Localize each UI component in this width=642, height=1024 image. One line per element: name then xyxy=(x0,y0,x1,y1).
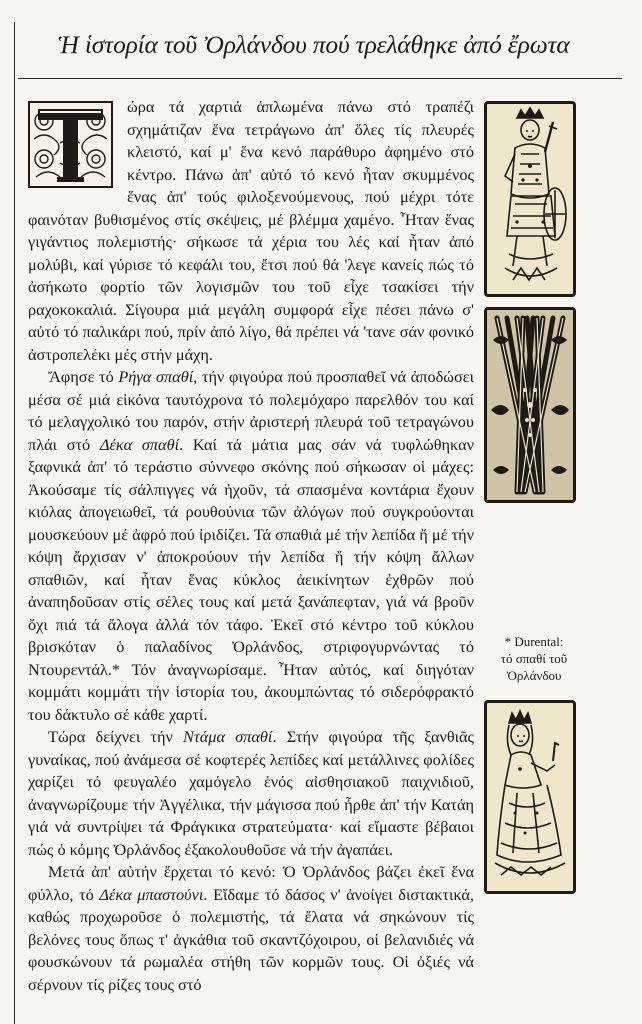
paragraph-2-text-c: . Καί τά μάτια μας σάν νά τυφλώθηκαν ξαφνικά ἀπ' τό τεράστιο σύννεφο σκόνης πού σήκωσαν οἱ μάχες: Ἀκούσαμε τίς σάλπιγγες νά ἠχοῦν, τά σπασμένα κοντάρια ἔχουν κιόλας ἀπογειωθεῖ, τά ρουθούνια τῶν ἀλόγων πού συγκρούονται μουσκεύουν μέ ἀφρό πού ἰριδίζει. Τά σπαθιά μέ τήν λεπίδα ἤ μέ τήν κόψη ἄρχισαν ν' ἀποκρούουν τήν λεπίδα ἤ τήν κόψη ἄλλων σπαθιῶν, καί ἦταν ἕνας κύκλος ἀεικίνητων ἐχθρῶν πού ἀναπηδοῦσαν στίς σέλες τους καί μετά ξανάπεφταν, γιά νά βροῦν ὄχι πιά τά ἄλογα ἀλλά τόν τάφο. Ἐκεῖ στό κέντρο τοῦ κύκλου βρισκόταν ὁ παλαδίνος Ὀρλάνδος, στριφογυρνώντας τό Ντουρεντάλ.* Τόν ἀναγνωρίσαμε. Ἦταν αὐτός, καί διηγόταν κομμάτι κομμάτι τήν ἱστορία του, ἀκουμπώντας τό σιδερόφρακτό του δάκτυλο σέ κάθε χαρτί. xyxy=(28,434,474,724)
tarot-card-queen-of-swords xyxy=(484,700,576,894)
paragraph-1 xyxy=(28,96,474,366)
running-title: Ἡ ἱστορία τοῦ Ὀρλάνδου πού τρελάθηκε ἀπό ἔρωτα xyxy=(58,30,570,59)
card-name-ten-of-swords: Δέκα σπαθί xyxy=(99,434,180,454)
dropcap-ornament xyxy=(28,101,113,188)
footnote xyxy=(478,633,590,684)
queen-figure-illustration xyxy=(487,703,573,891)
paragraph-2 xyxy=(28,366,474,726)
king-figure-illustration xyxy=(487,104,573,294)
paragraph-3-text-a: Τώρα δείχνει τήν xyxy=(48,727,184,746)
paragraph-3 xyxy=(28,726,474,861)
paragraph-1-text: ώρα τά χαρτιά ἁπλωμένα πάνω στό τραπέζι σχημάτιζαν ἕνα τετράγωνο ἀπ' ὅλες τίς πλευρές κλειστό, καί μ' ἕνα κενό παράθυρο ἀφημένο στό κέντρο. Πάνω ἀπ' αὐτό τό κενό ἦταν σκυμμένος ἕνας ἀπ' τούς φιλοξενούμενους, πού μέχρι τότε φαινόταν βυθισμένος στίς σκέψεις, μέ βλέμμα χαμένο. Ἦταν ἕνας γιγάντιος πολεμιστής· σήκωσε τά χέρια του λές καί ἦταν ἀπό μολύβι, καί γύρισε τό κεφάλι του, ἔτσι πού θά 'λεγε κανείς πώς τό ἀσήκωτο φορτίο τῶν λογισμῶν του τοῦ εἶχε τσακίσει τήν ραχοκοκαλιά. Σίγουρα μιά μεγάλη συμφορά εἶχε πέσει πάνω σ' αὐτό τό παλικάρι πού, πρίν ἀπό λίγο, θά πρέπει νά 'τανε σάν φονικό ἀστροπελέκι μές στήν μάχη. xyxy=(28,97,474,364)
card-name-queen-of-swords: Ντάμα σπαθί xyxy=(183,727,273,746)
paragraph-4-text-a: Μετά ἀπ' αὐτήν ἔρχεται τό κενό: Ὁ Ὀρλάνδος βάζει ἐκεῖ ἕνα φύλλο, τό xyxy=(28,862,474,904)
footnote-line-2: τό σπαθί τοῦ xyxy=(500,651,568,666)
footnote-line-1: * Durental: xyxy=(504,634,564,649)
card-name-king-of-swords: Ρήγα σπαθί xyxy=(118,367,194,386)
paragraph-3-text-b: . Στήν φιγούρα τῆς ξανθιᾶς γυναίκας, πού ἀνάμεσα σέ κοφτερές λεπίδες καί μετάλλινες φολίδες χαρίζει τό φευγαλέο χαμόγελο ἑνός αἰσθησιακοῦ παιχνιδιοῦ, ἀναγνωρίζουμε τήν Ἀγγέλικα, τήν μάγισσα πού ἦρθε ἀπ' τήν Κατάη γιά νά συντρίψει τά Φράγκικα στρατεύματα· καί εἴμαστε βέβαιοι πώς ὁ κόμης Ὀρλάνδος ἐξακολουθοῦσε νά τήν ἀγαπάει. xyxy=(28,727,474,859)
body-text xyxy=(28,96,474,996)
paragraph-4-text-b: . Εἴδαμε τό δάσος ν' ἀνοίγει διστακτικά, καθώς προχωροῦσε ὁ πολεμιστής, τά ἔλατα νά σηκώνουν τίς βελόνες τους ὅπως τ' ἀγκάθια τοῦ σκαντζόχοιρου, οἱ βελανιδιές νά φουσκώνουν τά ρωμαλέα στήθη τῶν κορμῶν τους. Οἱ ὀξιές νά σέρνουν τίς ρίζες τους στό xyxy=(28,884,475,994)
title-rule xyxy=(18,78,622,79)
footnote-line-3: Ὀρλάνδου xyxy=(506,668,562,683)
ten-of-swords-illustration xyxy=(487,310,573,500)
paragraph-2-text-b: , τήν φιγούρα πού προσπαθεῖ νά ἀποδώσει μέσα σέ μιά εἰκόνα ταυτόχρονα τό πολεμόχαρο παρελθόν του καί τό μελαγχολικό του παρόν, στήν ἀριστερή πλευρά τοῦ τετραγώνου πλάι στό xyxy=(28,367,474,454)
dropcap-ornament-graphic xyxy=(30,103,111,186)
card-name-ten-of-clubs: Δέκα μπαστούνι xyxy=(99,884,204,904)
tarot-card-king-of-swords xyxy=(484,101,576,297)
tarot-card-ten-of-swords xyxy=(484,307,576,503)
paragraph-4 xyxy=(28,861,474,996)
margin-rule xyxy=(14,22,15,1024)
paragraph-2-text-a: Ἄφησε τό xyxy=(48,367,119,386)
